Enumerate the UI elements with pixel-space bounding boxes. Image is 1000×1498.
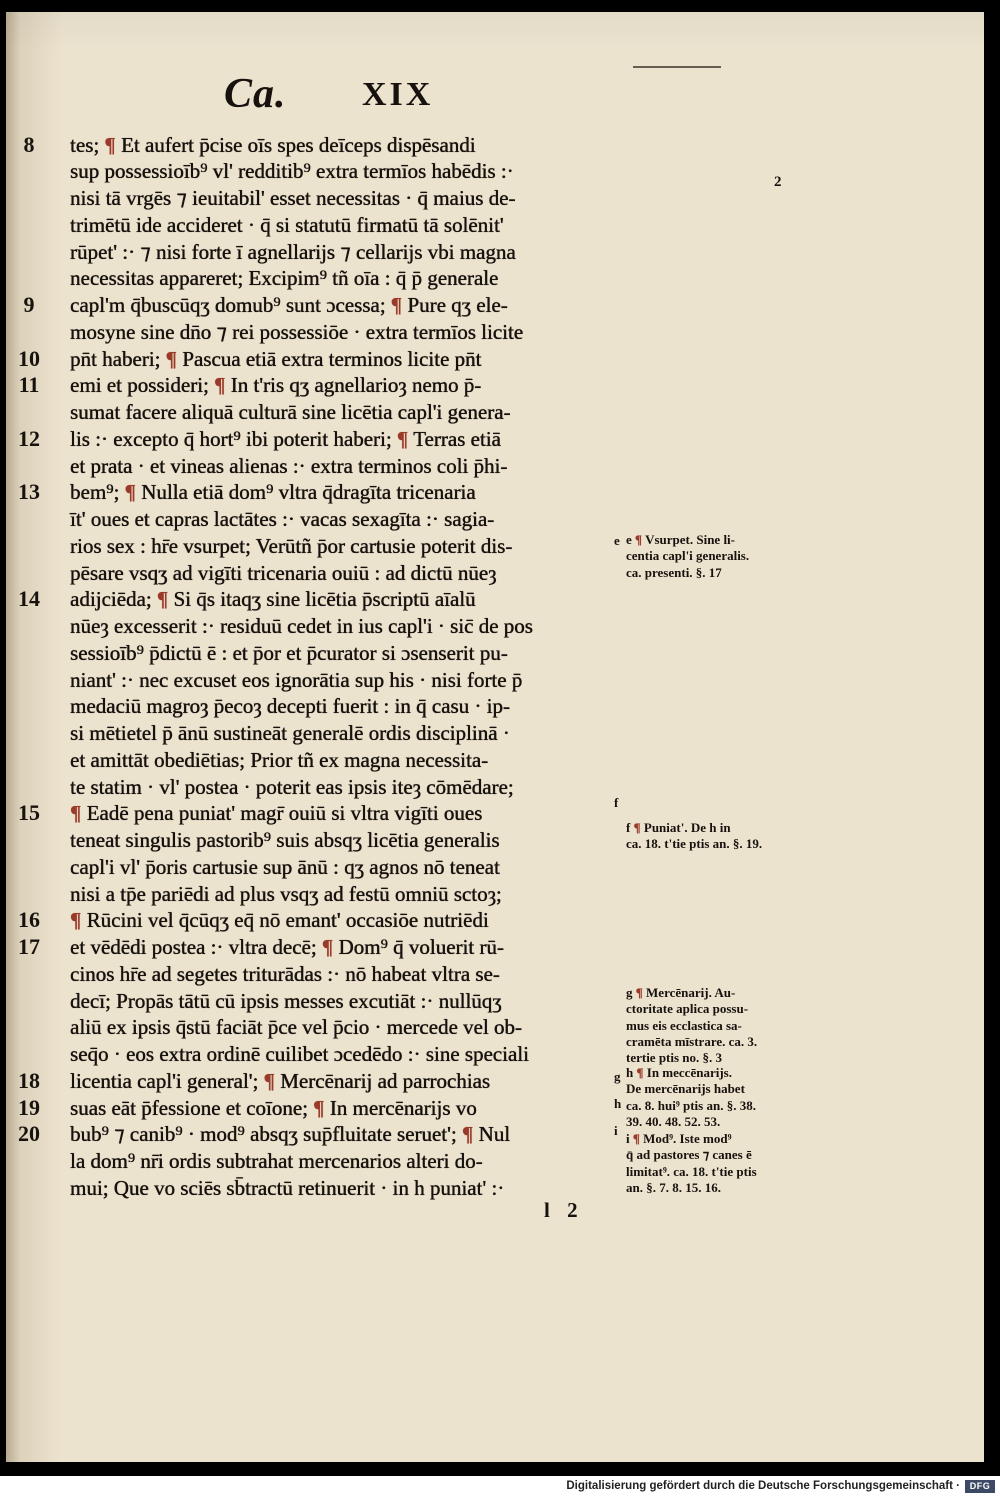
text-line: bem⁹; ¶ Nulla etiā dom⁹ vltra q̄dragīta tricenaria — [70, 480, 476, 505]
note-line: cramēta mīstrare. ca. 3. — [626, 1033, 758, 1049]
chapter-number: XIX — [362, 76, 434, 113]
text-line: capl'i vl' p̄oris cartusie sup ānū : qʒ agnos nō teneat — [70, 854, 500, 879]
margin-section-number: 15 — [18, 800, 40, 826]
text-line: capl'm q̄buscūqʒ domub⁹ sunt ɔcessa; ¶ Pure qʒ ele- — [70, 293, 508, 318]
chapter-label: Ca. — [224, 71, 287, 117]
margin-section-number: 14 — [18, 586, 40, 612]
top-margin-mark: 2 — [774, 174, 782, 190]
text-line: pn̄t haberi; ¶ Pascua etiā extra terminos licite pn̄t — [70, 346, 482, 371]
text-line: nūeȝ excesserit :· residuū cedet in ius capl'i · sic̄ de pos — [70, 614, 533, 639]
note-reference-mark: e — [614, 533, 620, 548]
note-line: ctoritate aplica possu- — [626, 1001, 749, 1017]
note-reference-mark: f — [614, 795, 619, 810]
paragraph-mark: ¶ — [124, 480, 136, 505]
paragraph-mark: ¶ — [70, 908, 82, 933]
marginal-note-f — [626, 820, 826, 853]
note-line: De mercēnarijs habet — [626, 1081, 745, 1097]
paragraph-mark: ¶ — [390, 293, 403, 318]
note-line: ca. 8. hui⁹ ptis an. §. 38. — [626, 1097, 756, 1113]
text-line: trimētū ide accideret · q̄ si statutū firmatū tā solēnit' — [70, 212, 504, 237]
note-line: centia capl'i generalis. — [626, 548, 750, 564]
margin-section-number: 10 — [18, 345, 40, 371]
paragraph-mark: ¶ — [165, 346, 177, 371]
note-reference-mark: g — [614, 1069, 621, 1084]
text-line: aliū ex ipsis q̄stū faciāt p̄ce vel p̄cio · mercede vel ob- — [70, 1015, 522, 1040]
margin-section-number: 16 — [18, 907, 40, 933]
text-line: cinos hr̄e ad segetes triturādas :· nō habeat vltra se- — [70, 961, 500, 986]
marginal-note-i — [626, 1131, 826, 1196]
paragraph-mark: ¶ — [635, 985, 643, 1000]
margin-section-number: 19 — [18, 1094, 40, 1120]
text-line: suas eāt p̄fessione et coīone; ¶ In mercēnarijs vo — [70, 1095, 477, 1120]
paragraph-mark: ¶ — [635, 532, 643, 547]
scanned-page — [6, 12, 984, 1462]
main-text-block — [70, 132, 630, 1202]
text-line: pēsare vsqʒ ad vigīti tricenaria ouiū : ad dictū nūeȝ — [70, 560, 497, 585]
note-line: limitat⁹. ca. 18. t'tie ptis — [626, 1163, 757, 1179]
text-line: niant' :· nec excuset eos ignorātia sup his · nisi forte p̄ — [70, 667, 523, 692]
text-line: mosyne sine dn̄o ⁊ rei possessiōe · extra termīos licite — [70, 319, 524, 344]
margin-section-number: 9 — [23, 292, 35, 318]
text-line: et amittāt obediētias; Prior tñ ex magna necessita- — [70, 747, 489, 772]
text-line: te statim · vl' postea · poterit eas ipsis iteȝ cōmēdare; — [70, 774, 514, 799]
note-line: 39. 40. 48. 52. 53. — [626, 1113, 721, 1129]
paragraph-mark: ¶ — [104, 132, 116, 157]
dfg-logo-icon: DFG — [965, 1480, 995, 1493]
note-line: q̄ ad pastores ⁊ canes ē — [626, 1147, 752, 1163]
text-line: et vēdēdi postea :· vltra decē; ¶ Dom⁹ q̄ voluerit rū- — [70, 935, 504, 960]
note-line: g ¶ Mercēnarij. Au- — [626, 985, 736, 1000]
note-line: f ¶ Puniat'. De h in — [626, 820, 731, 835]
marginal-note-h — [626, 1065, 826, 1130]
note-line: ca. presenti. §. 17 — [626, 564, 722, 580]
text-line: licentia capl'i general'; ¶ Mercēnarij ad parrochias — [70, 1068, 491, 1093]
paragraph-mark: ¶ — [156, 587, 169, 612]
ink-stroke — [633, 66, 721, 68]
paragraph-mark: ¶ — [461, 1122, 474, 1147]
text-line: la dom⁹ nr̄i ordis subtrahat mercenarios alteri do- — [70, 1149, 483, 1174]
note-reference-mark: h — [614, 1096, 622, 1111]
funding-notice: Digitalisierung gefördert durch die Deutsche Forschungsgemeinschaft · — [566, 1480, 960, 1492]
note-line: an. §. 7. 8. 15. 16. — [626, 1179, 721, 1195]
margin-section-number: 11 — [18, 372, 40, 398]
signature-mark: l 2 — [544, 1198, 584, 1222]
text-line: mui; Que vo sciēs sb̄tractū retinuerit · in h puniat' :· — [70, 1175, 505, 1200]
text-line: lis :· excepto q̄ hort⁹ ibi poterit haberi; ¶ Terras etiā — [70, 426, 501, 451]
text-line: tes; ¶ Et aufert p̄cise oīs spes deīceps dispēsandi — [70, 132, 476, 157]
text-line: sessioīb⁹ p̄dictū ē : et p̄or et p̄curator si ɔsenserit pu- — [70, 640, 508, 665]
paragraph-mark: ¶ — [636, 1065, 644, 1080]
text-line: bub⁹ ⁊ canib⁹ · mod⁹ absqʒ sup̄fluitate seruet'; ¶ Nul — [70, 1122, 511, 1147]
paragraph-mark: ¶ — [396, 426, 409, 451]
paragraph-mark: ¶ — [632, 1131, 640, 1146]
marginal-note-g — [626, 985, 826, 1066]
text-line: rūpet' :· ⁊ nisi forte ī agnellarijs ⁊ cellarijs vbi magna — [70, 239, 516, 264]
text-line: sup possessioīb⁹ vl' redditib⁹ extra termīos habēdis :· — [70, 159, 514, 184]
text-line: ¶ Eadē pena puniat' magr̄ ouiū si vltra vigīti oues — [70, 801, 483, 826]
text-line: si mētietel p̄ ānū sustineāt generalē ordis disciplinā · — [70, 721, 510, 746]
note-line: tertie ptis no. §. 3 — [626, 1050, 723, 1066]
note-line: e ¶ Vsurpet. Sine li- — [626, 532, 735, 547]
text-line: adijciēda; ¶ Si q̄s itaqʒ sine licētia p̄scriptū aīalū — [70, 587, 476, 612]
note-line: ca. 18. t'tie ptis an. §. 19. — [626, 836, 763, 852]
text-line: et prata · et vineas alienas :· extra terminos coli p̄hi- — [70, 453, 508, 478]
paragraph-mark: ¶ — [214, 373, 226, 398]
paragraph-mark: ¶ — [321, 935, 334, 960]
text-line: teneat singulis pastorib⁹ suis absqʒ licētia generalis — [70, 828, 500, 853]
margin-section-number: 8 — [23, 131, 35, 157]
paragraph-mark: ¶ — [70, 801, 82, 826]
text-line: nisi a tp̄e pariēdi ad plus vsqʒ ad festū omniū sctoȝ; — [70, 881, 502, 906]
marginal-note-e — [626, 532, 826, 581]
footer-bar — [0, 1476, 1000, 1498]
margin-section-number: 20 — [18, 1121, 40, 1147]
margin-section-number: 12 — [18, 425, 40, 451]
text-line: necessitas appareret; Excipim⁹ tñ oīa : q̄ p̄ generale — [70, 266, 499, 291]
note-line: mus eis ecclastica sa- — [626, 1017, 742, 1033]
paragraph-mark: ¶ — [313, 1095, 325, 1120]
note-line: h ¶ In meccēnarijs. — [626, 1065, 732, 1080]
text-line: nisi tā vrgēs ⁊ ieuitabil' esset necessitas · q̄ maius de- — [70, 186, 516, 211]
note-reference-mark: i — [614, 1123, 618, 1138]
text-line: seq̄o · eos extra ordinē cuilibet ɔcedēdo :· sine speciali — [70, 1042, 529, 1067]
text-line: medaciū magroȝ p̄ecoȝ decepti fuerit : in q̄ casu · ip- — [70, 694, 510, 719]
margin-section-number: 13 — [18, 479, 40, 505]
text-line: īt' oues et capras lactātes :· vacas sexagīta :· sagia- — [70, 507, 495, 532]
text-line: decī; Propās tātū cū ipsis messes excutiāt :· nullūqʒ — [70, 988, 502, 1013]
text-line: emi et possideri; ¶ In t'ris qʒ agnellarioȝ nemo p̄- — [70, 373, 482, 398]
text-line: rios sex : hr̄e vsurpet; Verūtñ p̄or cartusie poterit dis- — [70, 533, 513, 558]
paragraph-mark: ¶ — [633, 820, 641, 835]
margin-section-number: 17 — [18, 934, 40, 960]
text-line: ¶ Rūcini vel q̄cūqʒ eq̄ nō emant' occasiōe nutriēdi — [70, 908, 489, 933]
margin-section-number: 18 — [18, 1067, 40, 1093]
text-line: sumat facere aliquā culturā sine licētia capl'i genera- — [70, 400, 511, 425]
note-line: i ¶ Mod⁹. Iste mod⁹ — [626, 1131, 732, 1146]
paragraph-mark: ¶ — [263, 1068, 275, 1093]
